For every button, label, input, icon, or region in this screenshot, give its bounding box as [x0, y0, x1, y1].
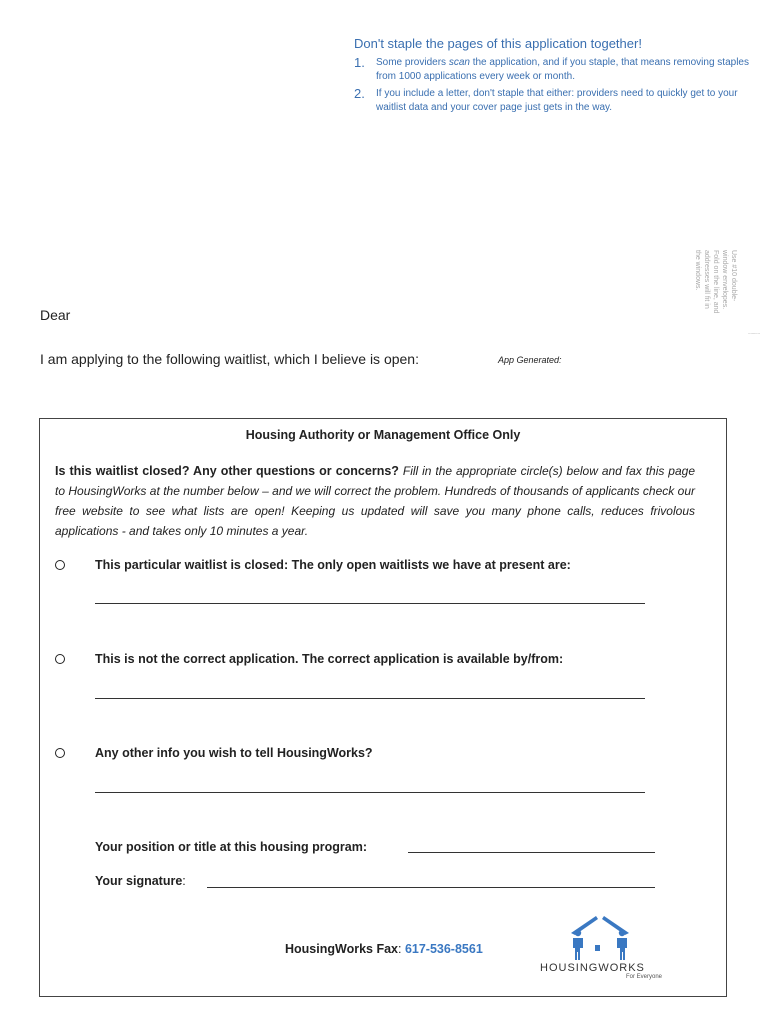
- answer-line[interactable]: [95, 603, 645, 604]
- logo-wordmark: HOUSINGWORKS: [540, 962, 645, 974]
- housingworks-logo: [540, 913, 663, 983]
- salutation: Dear: [40, 307, 71, 323]
- fax-number: 617-536-8561: [404, 942, 483, 956]
- option-label: This is not the correct application. The correct application is available by/from:: [95, 652, 564, 666]
- staple-warning: [354, 36, 754, 118]
- staple-warning-title: Don't staple the pages of this application together!: [354, 36, 642, 51]
- emphasis-scan: scan: [448, 57, 470, 68]
- answer-line[interactable]: [95, 698, 645, 699]
- position-field[interactable]: [408, 852, 655, 853]
- closed-question: Is this waitlist closed? Any other questions or concerns?: [55, 464, 399, 478]
- item-text: Some providers scan the application, and if you staple, that means removing staples from 1000 applications every week or month.: [376, 57, 749, 82]
- radio-circle-icon[interactable]: [55, 654, 65, 664]
- staple-warning-item: [354, 56, 754, 84]
- fold-line-mark: ..........: [748, 330, 760, 336]
- radio-circle-icon[interactable]: [55, 748, 65, 758]
- house-people-icon: [565, 913, 635, 961]
- item-number: 1.: [354, 55, 365, 70]
- position-label: Your position or title at this housing program:: [95, 840, 367, 854]
- item-text: If you include a letter, don't staple that either: providers need to quickly get to your waitlist data and your cover page just gets in the way.: [376, 88, 738, 113]
- signature-label: Your signature:: [95, 874, 186, 888]
- instructions-text: Fill in the appropriate circle(s) below and fax this page to HousingWorks at the number below – and we will correct the problem. Hundreds of thousands of applicants check our free website to see what lists are open! Keeping us updated will save you many phone calls, reduces frivolous applications - and takes only 10 minutes a year.: [55, 464, 695, 538]
- section-title: Housing Authority or Management Office Only: [245, 428, 521, 442]
- item-number: 2.: [354, 86, 365, 101]
- option-label: This particular waitlist is closed: The only open waitlists we have at present are:: [95, 558, 571, 572]
- fax-line: HousingWorks Fax: 617-536-8561: [285, 942, 483, 956]
- office-only-section: [39, 418, 727, 997]
- answer-line[interactable]: [95, 792, 645, 793]
- applying-statement: I am applying to the following waitlist, which I believe is open:: [40, 351, 419, 367]
- section-instructions: [55, 461, 695, 541]
- radio-circle-icon[interactable]: [55, 560, 65, 570]
- signature-field[interactable]: [207, 887, 655, 888]
- fax-label: HousingWorks Fax: [285, 942, 398, 956]
- option-label: Any other info you wish to tell HousingWorks?: [95, 746, 373, 760]
- app-generated-label: App Generated:: [498, 355, 562, 365]
- envelope-fold-note: Use #10 double-window envelopes. Fold on the line, and addresses will fit in the windows.: [694, 250, 737, 314]
- staple-warning-item: [354, 87, 754, 115]
- logo-tagline: For Everyone: [626, 974, 663, 980]
